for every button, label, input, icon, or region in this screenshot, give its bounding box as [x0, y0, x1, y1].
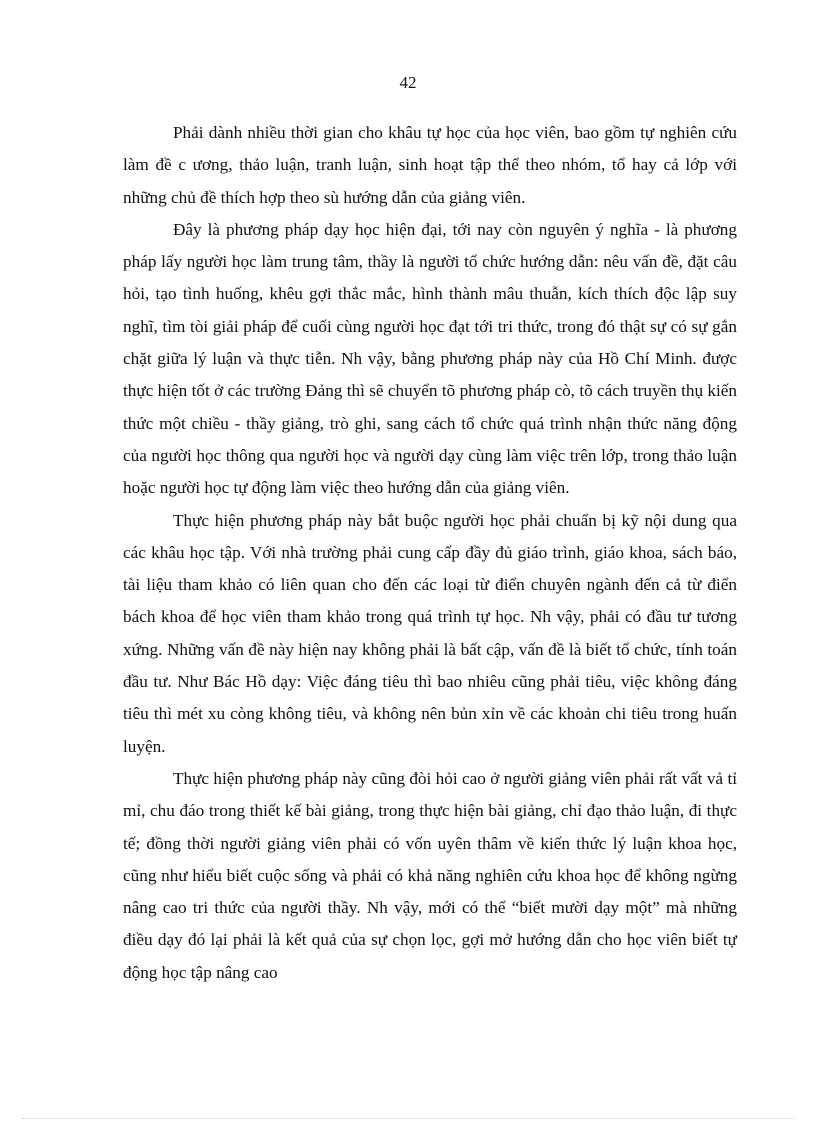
- document-body: [123, 117, 737, 989]
- paragraph-2: Đây là phương pháp dạy học hiện đại, tới nay còn nguyên ý nghĩa - là phương pháp lấy người học làm trung tâm, thầy là người tổ chức hướng dẫn: nêu vấn đề, đặt câu hỏi, tạo tình huống, khêu gợi thắc mắc, hình thành mâu thuẫn, kích thích độc lập suy nghĩ, tìm tòi giải pháp để cuối cùng người học đạt tới tri thức, trong đó thật sự có sự gắn chặt giữa lý luận và thực tiễn. Nh vậy, bằng phương pháp này của Hồ Chí Minh. được thực hiện tốt ở các trường Đảng thì sẽ chuyển tõ phương pháp cò, tõ cách truyền thụ kiến thức một chiều - thầy giảng, trò ghi, sang cách tổ chức quá trình nhận thức năng động của người học thông qua người học và người dạy cùng làm việc trên lớp, trong thảo luận hoặc người học tự động làm việc theo hướng dẫn của giảng viên.: [123, 219, 737, 498]
- paragraph-4: Thực hiện phương pháp này cũng đòi hỏi cao ở người giảng viên phải rất vất vả tỉ mỉ, chu đáo trong thiết kế bài giảng, trong thực hiện bài giảng, chỉ đạo thảo luận, đi thực tế; đồng thời người giảng viên phải có vốn uyên thâm về kiến thức lý luận khoa học, cũng như hiểu biết cuộc sống và phải có khả năng nghiên cứu khoa học để không ngừng nâng cao tri thức của người thầy. Nh vậy, mới có thể “biết mười dạy một” mà những điều dạy đó lại phải là kết quả của sự chọn lọc, gợi mở hướng dẫn cho học viên biết tự động học tập nâng cao: [123, 768, 737, 982]
- page-number: 42: [399, 73, 417, 92]
- page-bottom-divider: [22, 1118, 794, 1119]
- paragraph-3: Thực hiện phương pháp này bắt buộc người học phải chuẩn bị kỹ nội dung qua các khâu học tập. Với nhà trường phải cung cấp đầy đủ giáo trình, giáo khoa, sách báo, tài liệu tham khảo có liên quan cho đến các loại từ điển chuyên ngành đến cả từ điển bách khoa để học viên tham khảo trong quá trình tự học. Nh vậy, phải có đầu tư tương xứng. Những vấn đề này hiện nay không phải là bất cập, vấn đề là biết tổ chức, tính toán đầu tư. Như Bác Hồ dạy: Việc đáng tiêu thì bao nhiêu cũng phải tiêu, việc không đáng tiêu thì mét xu còng không tiêu, và không nên bủn xỉn về các khoản chi tiêu trong huấn luyện.: [123, 510, 737, 756]
- paragraph-1: Phải dành nhiều thời gian cho khâu tự học của học viên, bao gồm tự nghiên cứu làm đề c ương, thảo luận, tranh luận, sinh hoạt tập thể theo nhóm, tổ hay cả lớp với những chủ đề thích hợp theo sù hướng dẫn của giảng viên.: [123, 123, 737, 207]
